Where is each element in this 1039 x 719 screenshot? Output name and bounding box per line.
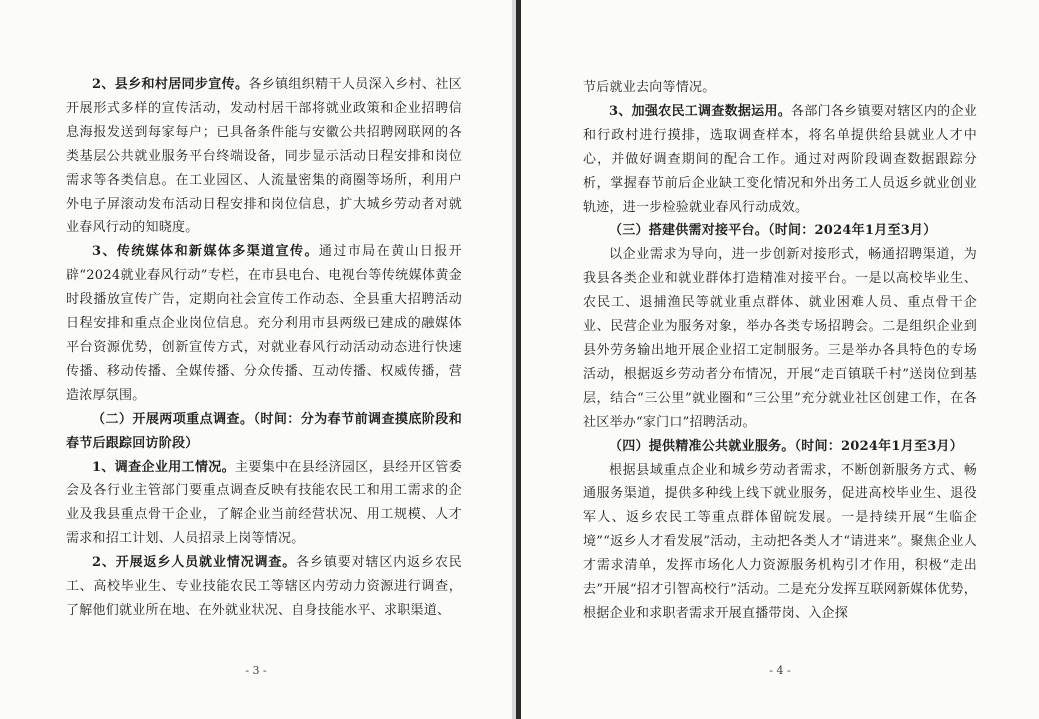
section-heading: 2、开展返乡人员就业情况调查。 [92, 555, 297, 571]
paragraph [66, 551, 462, 623]
paragraph-text: 通过市局在黄山日报开辟“2024就业春风行动”专栏，在市县电台、电视台等传统媒体黄金时段播放宣传广告，定期向社会宣传工作动态、全县重大招聘活动日程安排和重点企业岗位信息。充分利用市县两级已建成的融媒体平台资源优势，创新宣传方式，对就业春风行动活动动态进行快速传播、移动传播、全媒传播、分众传播、互动传播、权威传播，营造浓厚氛围。 [66, 244, 462, 403]
paragraph [583, 459, 977, 626]
section-heading: 2、县乡和村居同步宣传。 [92, 77, 249, 92]
paragraph [583, 219, 977, 243]
section-heading: （三）搭建供需对接平台。（时间：2024年1月至3月） [609, 223, 937, 239]
paragraph [583, 435, 977, 459]
paragraph [66, 456, 462, 552]
paragraph-text: 节后就业去向等情况。 [583, 80, 716, 95]
page-body-text [66, 73, 462, 623]
paragraph-text: 各乡镇组织精干人员深入乡村、社区开展形式多样的宣传活动，发动村居干部将就业政策和企业招聘信息海报发送到每家每户；已具备条件能与安徽公共招聘网联网的各类基层公共就业服务平台终端设备，同步显示活动日程安排和岗位需求等各类信息。在工业园区、人流量密集的商圈等场所，利用户外电子屏滚动发布活动日程安排和岗位信息，扩大城乡劳动者对就业春风行动的知晓度。 [66, 77, 462, 236]
paragraph [583, 100, 977, 220]
paragraph [66, 408, 462, 456]
paragraph-text: 根据县域重点企业和城乡劳动者需求，不断创新服务方式、畅通服务渠道，提供多种线上线下就业服务，促进高校毕业生、退役军人、返乡农民工等重点群体留皖发展。一是持续开展“生临企境”“返乡人才看发展”活动，主动把各类人才“请进来”。聚焦企业人才需求清单，发挥市场化人力资源服务机构引才作用，积极“走出去”开展“招才引智高校行”活动。二是充分发挥互联网新媒体优势，根据企业和求职者需求开展直播带岗、入企探 [583, 462, 977, 621]
paragraph-text: 各乡镇要对辖区内返乡农民工、高校毕业生、专业技能农民工等辖区内劳动力资源进行调查，了解他们就业所在地、在外就业状况、自身技能水平、求职渠道、 [66, 555, 462, 618]
section-heading: （四）提供精准公共就业服务。（时间：2024年1月至3月） [609, 438, 964, 454]
paragraph [583, 76, 977, 100]
paragraph [66, 240, 462, 407]
document-page-right [521, 0, 1039, 719]
section-heading: 1、调查企业用工情况。 [92, 459, 235, 475]
paragraph-text: 各部门各乡镇要对辖区内的企业和行政村进行摸排，选取调查样本，将名单提供给县就业人才中心，并做好调查期间的配合工作。通过对两阶段调查数据跟踪分析，掌握春节前后企业缺工变化情况和外出务工人员返乡就业创业轨迹，进一步检验就业春风行动成效。 [583, 103, 977, 215]
section-heading: 3、加强农民工调查数据运用。 [609, 103, 792, 119]
paragraph [583, 243, 977, 434]
page-number: - 4 - [769, 664, 791, 677]
document-page-left [0, 0, 512, 719]
section-heading: （二）开展两项重点调查。（时间：分为春节前调查摸底阶段和春节后跟踪回访阶段） [66, 411, 462, 451]
page-body-text [583, 76, 977, 626]
paragraph-text: 主要集中在县经济园区，县经开区管委会及各行业主管部门要重点调查反映有技能农民工和用工需求的企业及我县重点骨干企业，了解企业当前经营状况、用工规模、人才需求和招工计划、人员招录上岗等情况。 [66, 459, 462, 547]
section-heading: 3、传统媒体和新媒体多渠道宣传。 [92, 244, 319, 260]
paragraph [66, 73, 462, 240]
paragraph-text: 以企业需求为导向，进一步创新对接形式，畅通招聘渠道，为我县各类企业和就业群体打造精准对接平台。一是以高校毕业生、农民工、退捕渔民等就业重点群体、就业困难人员、重点骨干企业、民营企业为服务对象，举办各类专场招聘会。二是组织企业到县外劳务输出地开展企业招工定制服务。三是举办各具特色的专场活动，根据返乡劳动者分布情况，开展“走百镇联千村”送岗位到基层，结合“三公里”就业圈和“三公里”充分就业社区创建工作，在各社区举办“家门口”招聘活动。 [583, 247, 977, 430]
page-number: - 3 - [245, 664, 267, 677]
